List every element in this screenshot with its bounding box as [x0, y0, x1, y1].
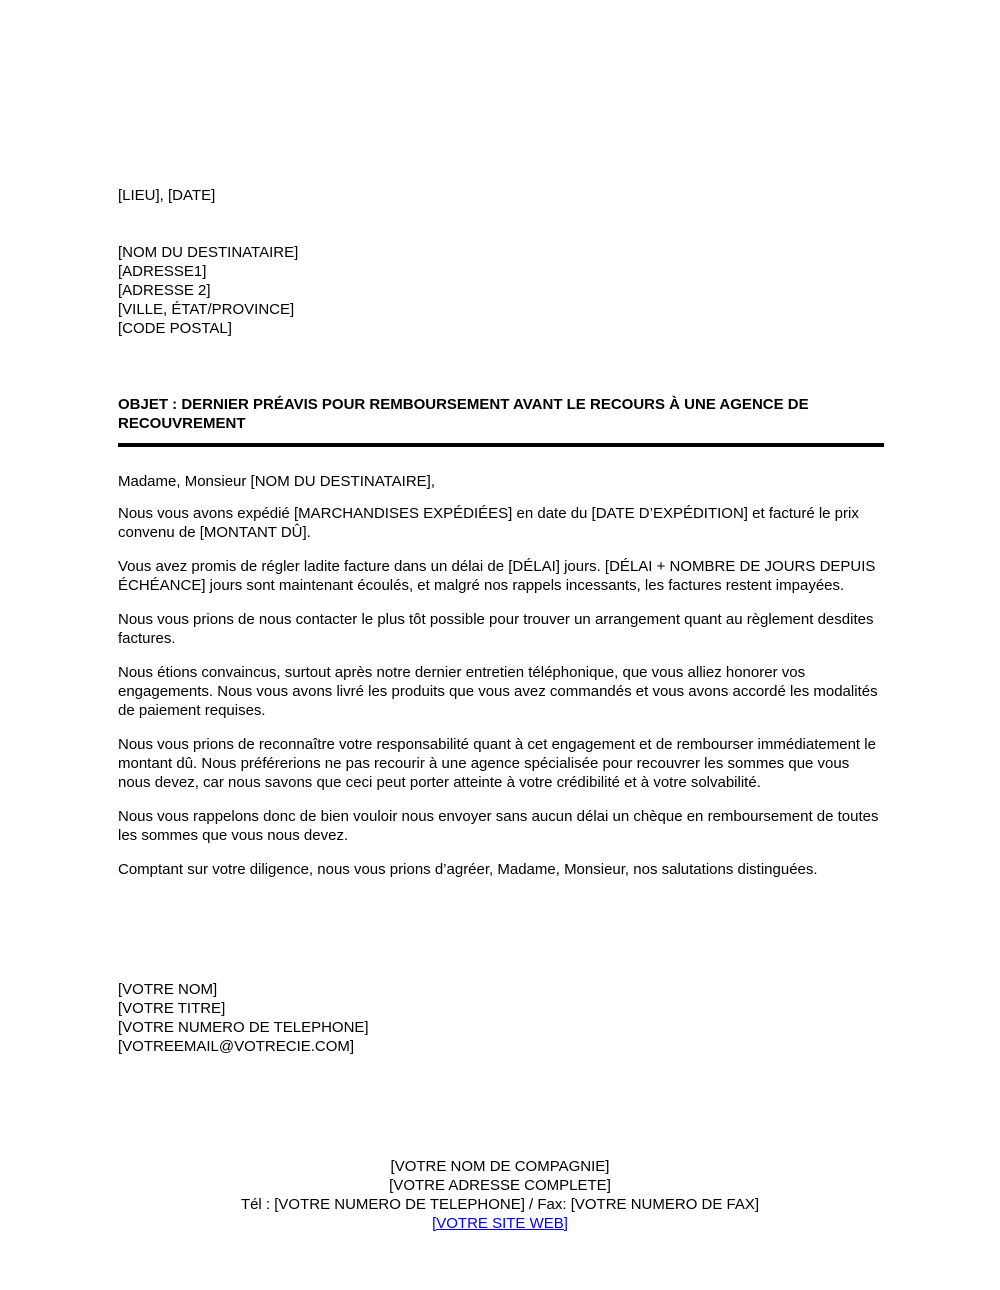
- subject-line: OBJET : DERNIER PRÉAVIS POUR REMBOURSEMENT AVANT LE RECOURS À UNE AGENCE DE RECOUVREMENT: [118, 396, 809, 432]
- signature-phone: [VOTRE NUMERO DE TELEPHONE]: [118, 1019, 369, 1036]
- footer-website-link[interactable]: [VOTRE SITE WEB]: [432, 1215, 568, 1232]
- body-paragraph-1: Nous vous avons expédié [MARCHANDISES EXPÉDIÉES] en date du [DATE D’EXPÉDITION] et facturé le prix convenu de [MONTANT DÛ].: [118, 505, 859, 541]
- body-paragraph-4: Nous étions convaincus, surtout après notre dernier entretien téléphonique, que vous alliez honorer vos engagements. Nous vous avons livré les produits que vous avez commandés et vous avons accordé les modalités de paiement requises.: [118, 664, 878, 719]
- date-line: [LIEU], [DATE]: [118, 187, 216, 204]
- signature-name: [VOTRE NOM]: [118, 981, 218, 998]
- letter-content: [118, 186, 884, 1056]
- body-paragraph-closing: Comptant sur votre diligence, nous vous prions d’agréer, Madame, Monsieur, nos salutations distinguées.: [118, 861, 818, 878]
- body-paragraph-5: Nous vous prions de reconnaître votre responsabilité quant à cet engagement et de rembourser immédiatement le montant dû. Nous préférerions ne pas recourir à une agence spécialisée pour recouvrer les sommes que vous nous devez, car nous savons que ceci peut porter atteinte à votre crédibilité et à votre solvabilité.: [118, 736, 876, 791]
- subject-divider: [118, 443, 884, 447]
- signature-block: [118, 980, 884, 1056]
- salutation-line: Madame, Monsieur [NOM DU DESTINATAIRE],: [118, 473, 436, 490]
- address-line-2: [ADRESSE 2]: [118, 282, 211, 299]
- address-line-postal-code: [CODE POSTAL]: [118, 320, 232, 337]
- signature-email: [VOTREEMAIL@VOTRECIE.COM]: [118, 1038, 355, 1055]
- address-line-name: [NOM DU DESTINATAIRE]: [118, 244, 299, 261]
- footer-contact-line: Tél : [VOTRE NUMERO DE TELEPHONE] / Fax: [VOTRE NUMERO DE FAX]: [240, 1196, 760, 1213]
- body-paragraph-3: Nous vous prions de nous contacter le plus tôt possible pour trouver un arrangement quant au règlement desdites factures.: [118, 611, 874, 647]
- address-line-1: [ADRESSE1]: [118, 263, 207, 280]
- body-paragraph-6: Nous vous rappelons donc de bien vouloir nous envoyer sans aucun délai un chèque en remboursement de toutes les sommes que vous nous devez.: [118, 808, 879, 844]
- footer-website-row: [0, 1214, 1000, 1233]
- body-paragraph-2: Vous avez promis de régler ladite facture dans un délai de [DÉLAI] jours. [DÉLAI + NOMBRE DE JOURS DEPUIS ÉCHÉANCE] jours sont maintenant écoulés, et malgré nos rappels incessants, les factures restent impayées.: [118, 558, 876, 594]
- footer-company-address: [VOTRE ADRESSE COMPLETE]: [389, 1177, 611, 1194]
- signature-title: [VOTRE TITRE]: [118, 1000, 226, 1017]
- footer-company-name: [VOTRE NOM DE COMPAGNIE]: [390, 1158, 610, 1175]
- recipient-address-block: [118, 243, 884, 338]
- address-line-city-state: [VILLE, ÉTAT/PROVINCE]: [118, 301, 295, 318]
- page-footer: [0, 1157, 1000, 1233]
